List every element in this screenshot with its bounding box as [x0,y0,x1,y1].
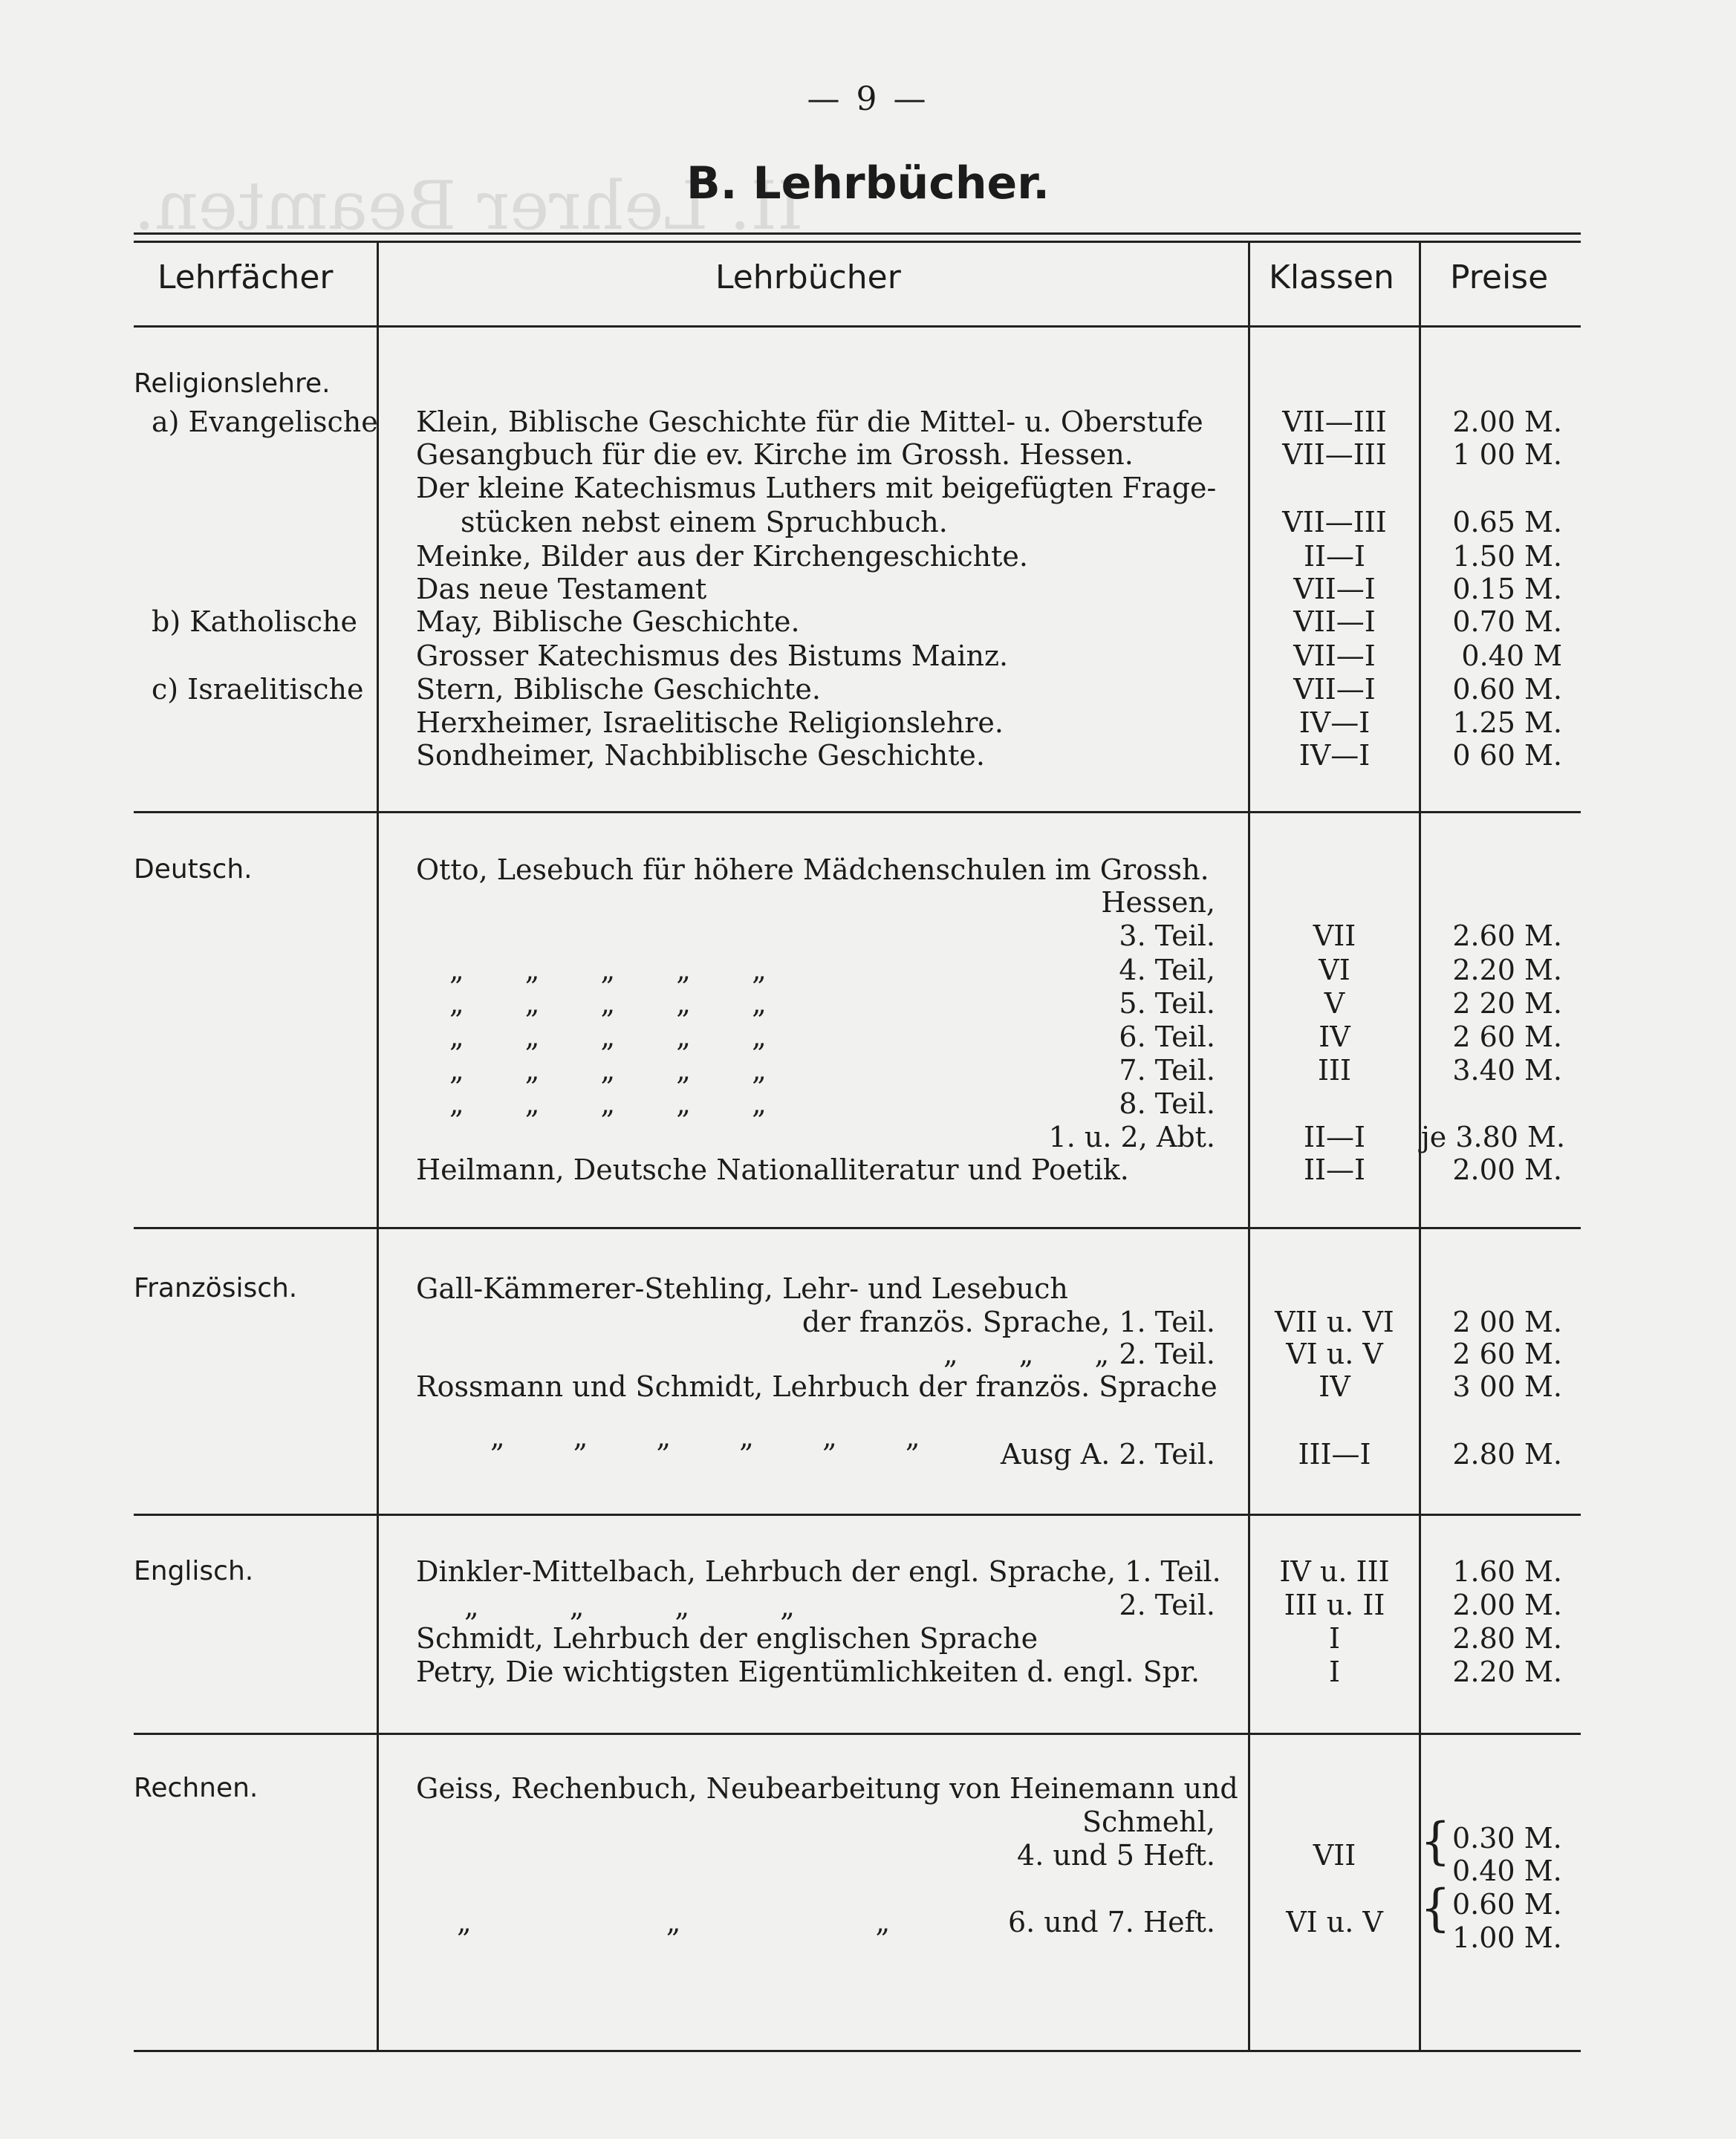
part-label: 7. Teil. [1119,1054,1215,1087]
book-title: Rossmann und Schmidt, Lehrbuch der französ. Sprache [416,1370,1218,1403]
price-cell: 0.40 M. [1452,1855,1562,1887]
ditto-marks: „ „ „ „ „ „ [490,1421,920,1453]
header-rule [134,325,1581,328]
part-label: 2. Teil. [1119,1338,1215,1370]
classes-cell: IV u. III [1279,1555,1390,1588]
classes-cell: VII—III [1282,406,1387,438]
book-title: Petry, Die wichtigsten Eigentümlichkeiten d. engl. Spr. [416,1655,1200,1688]
ditto-marks: „ „ „ „ „ [449,1054,767,1087]
part-label: 6. Teil. [1119,1020,1215,1053]
part-label: 4. und 5 Heft. [1017,1839,1215,1872]
price-cell: 1.60 M. [1452,1555,1562,1588]
price-cell: 2.20 M. [1452,1655,1562,1688]
classes-cell: IV [1319,1370,1350,1403]
book-title: Das neue Testament [416,573,707,605]
column-divider-1 [377,241,379,1298]
book-title: Dinkler-Mittelbach, Lehrbuch der engl. Sprache, 1. Teil. [416,1555,1221,1588]
price-cell: 2.00 M. [1452,1153,1562,1186]
classes-cell: VII—I [1293,673,1376,706]
column-header-classes: Klassen [1269,258,1394,296]
price-brace-icon: { [1420,1880,1451,1938]
classes-cell: IV—I [1298,739,1371,772]
price-cell: 2 00 M. [1452,1306,1562,1338]
book-title: Der kleine Katechismus Luthers mit beigefügten Frage- [416,472,1217,504]
ditto-marks: „ „ „ „ „ [449,987,767,1020]
book-title: Gesangbuch für die ev. Kirche im Grossh. Hessen. [416,438,1134,471]
section-rule-deutsch [134,1227,1581,1229]
part-label: 3. Teil. [1119,919,1215,952]
part-label: 6. und 7. Heft. [1007,1906,1215,1938]
book-title-continued: Schmehl, [1082,1806,1215,1838]
price-cell: 2 60 M. [1452,1020,1562,1053]
page-number: — 9 — [807,80,929,118]
section-rule-religion [134,811,1581,813]
book-title: Geiss, Rechenbuch, Neubearbeitung von Heinemann und [416,1772,1238,1805]
price-cell: 2 60 M. [1452,1338,1562,1370]
part-label: 4. Teil, [1119,954,1215,986]
price-cell: 3.40 M. [1452,1054,1562,1087]
column-header-prices: Preise [1450,258,1549,296]
part-label: 1. u. 2, Abt. [1048,1121,1215,1153]
page-title: B. Lehrbücher. [686,157,1050,209]
classes-cell: III—I [1298,1438,1371,1471]
price-cell: 2.60 M. [1452,919,1562,952]
part-label: 5. Teil. [1119,987,1215,1020]
book-title: Klein, Biblische Geschichte für die Mittel- u. Oberstufe [416,406,1203,438]
price-cell: 3 00 M. [1452,1370,1562,1403]
classes-cell: VI u. V [1286,1906,1383,1938]
subject-englisch: Englisch. [134,1556,254,1586]
book-title-continued: Hessen, [1101,886,1215,919]
classes-cell: IV [1319,1020,1350,1053]
price-cell: 0.60 M. [1452,673,1562,706]
ditto-marks: „ „ „ „ „ [449,1020,767,1053]
price-cell: 0.65 M. [1452,506,1562,538]
price-cell: 0.30 M. [1452,1822,1562,1855]
price-cell: 1.50 M. [1452,540,1562,573]
price-cell: 0 60 M. [1452,739,1562,772]
subgroup-evangelisch: a) Evangelische [152,406,378,438]
price-cell: 2.80 M. [1452,1438,1562,1471]
part-label: 8. Teil. [1119,1087,1215,1120]
subgroup-katholisch: b) Katholische [152,605,357,638]
subgroup-israelitisch: c) Israelitische [152,673,364,706]
table-bottom-rule [134,2050,1581,2052]
price-brace-icon: { [1420,1813,1451,1871]
price-cell: 2.20 M. [1452,954,1562,986]
ditto-marks: „ „ „ „ [464,1590,795,1623]
classes-cell: VI u. V [1286,1338,1383,1370]
classes-cell: VII u. VI [1275,1306,1394,1338]
classes-cell: I [1328,1622,1340,1655]
classes-cell: III u. II [1284,1589,1385,1621]
classes-cell: VI [1319,954,1350,986]
section-rule-englisch [134,1733,1581,1735]
price-cell: 2.00 M. [1452,1589,1562,1621]
book-title: Gall-Kämmerer-Stehling, Lehr- und Lesebuch [416,1272,1068,1305]
book-title: Grosser Katechismus des Bistums Mainz. [416,639,1009,672]
table-top-rule-1 [134,232,1581,235]
bleed-through-background: II. Lehrer Beamten. [134,167,804,245]
classes-cell: VII—I [1293,639,1376,672]
book-title: May, Biblische Geschichte. [416,605,800,638]
classes-cell: II—I [1303,540,1366,573]
price-cell: 0.40 M [1461,639,1562,672]
column-header-subject: Lehrfächer [157,258,334,296]
price-cell: 0.70 M. [1452,605,1562,638]
price-cell: 1.00 M. [1452,1921,1562,1954]
price-cell: 0.15 M. [1452,573,1562,605]
classes-cell: I [1328,1655,1340,1688]
book-title: Otto, Lesebuch für höhere Mädchenschulen im Grossh. [416,853,1209,886]
price-cell: je 3.80 M. [1421,1121,1566,1153]
column-divider-1b [377,1298,379,2050]
book-title: Stern, Biblische Geschichte. [416,673,821,706]
classes-cell: II—I [1303,1153,1366,1186]
ditto-marks: „ „ „ [943,1338,1110,1370]
subject-franzoesisch: Französisch. [134,1273,298,1303]
book-title: Sondheimer, Nachbiblische Geschichte. [416,739,985,772]
section-rule-franzoesisch [134,1514,1581,1516]
book-title-continued: stücken nebst einem Spruchbuch. [461,506,948,538]
book-title: Schmidt, Lehrbuch der englischen Sprache [416,1622,1038,1655]
classes-cell: II—I [1303,1121,1366,1153]
classes-cell: VII—III [1282,506,1387,538]
classes-cell: VII—III [1282,438,1387,471]
ditto-marks: „ „ „ „ „ [449,1087,767,1120]
table-top-rule-2 [134,241,1581,243]
classes-cell: VII [1313,1839,1356,1872]
book-title: Herxheimer, Israelitische Religionslehre. [416,706,1004,739]
subject-deutsch: Deutsch. [134,854,253,885]
ditto-marks: „ „ „ „ „ [449,954,767,986]
ditto-marks: „ „ „ [457,1906,891,1938]
price-cell: 1 00 M. [1452,438,1562,471]
subject-rechnen: Rechnen. [134,1773,259,1803]
price-cell: 1.25 M. [1452,706,1562,739]
price-cell: 0.60 M. [1452,1888,1562,1921]
classes-cell: V [1324,987,1345,1020]
book-title: Meinke, Bilder aus der Kirchengeschichte. [416,540,1028,573]
part-label: Ausg A. 2. Teil. [1000,1438,1215,1471]
price-cell: 2 20 M. [1452,987,1562,1020]
classes-cell: III [1317,1054,1352,1087]
classes-cell: IV—I [1298,706,1371,739]
price-cell: 2.00 M. [1452,406,1562,438]
classes-cell: VII [1313,919,1356,952]
book-title-continued: der französ. Sprache, 1. Teil. [802,1306,1215,1338]
classes-cell: VII—I [1293,605,1376,638]
book-title: Heilmann, Deutsche Nationalliteratur und Poetik. [416,1153,1129,1186]
column-header-books: Lehrbücher [715,258,901,296]
price-cell: 2.80 M. [1452,1622,1562,1655]
classes-cell: VII—I [1293,573,1376,605]
subject-religion: Religionslehre. [134,368,331,399]
part-label: 2. Teil. [1119,1589,1215,1621]
